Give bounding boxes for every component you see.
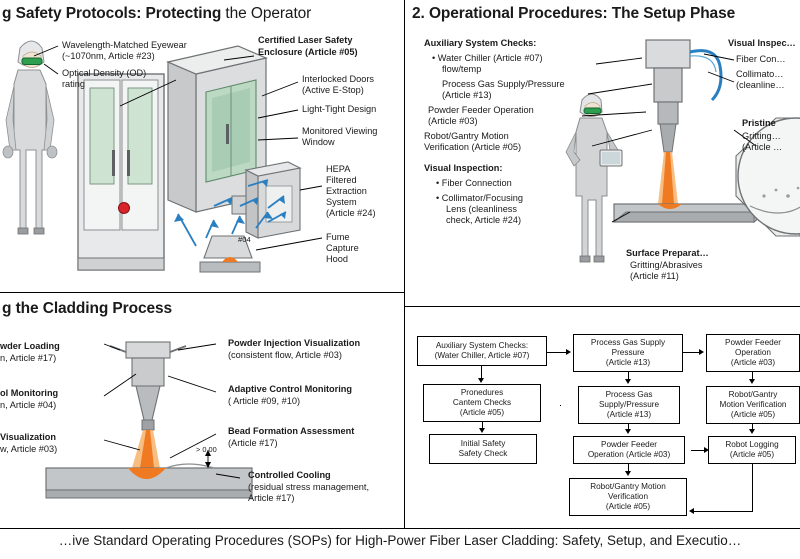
figure-caption: …ive Standard Operating Procedures (SOPs) for High-Power Fiber Laser Cladding: Safety, Setup, and Executio… (58, 533, 742, 548)
bullet-water-chiller-sub: flow/temp (442, 64, 482, 74)
flow-box-robot-gantry-verification-1[interactable]: Robot/Gantry Motion Verification (Article #05) (569, 478, 687, 516)
flow-box-process-gas-pressure[interactable]: Process Gas Supply/Pressure (Article #13) (578, 386, 680, 424)
heading-visual-inspection: Visual Inspection: (424, 163, 503, 173)
label-bead-height-value: > 0.00 (196, 445, 217, 454)
flow-feedback-vertical (752, 464, 753, 512)
flow-arrow-10 (691, 450, 705, 451)
label-powder-injection: Powder Injection Visualization (228, 338, 361, 348)
flow-box-powder-feeder-operation-1[interactable]: Powder Feeder Operation (Article #03) (573, 436, 685, 464)
label-od-line2: rating (62, 79, 85, 89)
label-powder-loading: wder Loading (0, 341, 60, 351)
label-light-tight-design: Light-Tight Design (302, 104, 377, 114)
heading-visual-inspection-right: Visual Inspec… (728, 38, 796, 48)
bullet-process-gas: Process Gas Supply/Pressure (442, 79, 565, 89)
bullet-robot-gantry: Robot/Gantry Motion (424, 131, 509, 141)
flow-arrow-9-head (749, 429, 755, 434)
flow-arrow-7 (683, 352, 699, 353)
label-hood: Hood (326, 254, 348, 264)
flow-arrow-2-head (479, 428, 485, 433)
label-capture: Capture (326, 243, 359, 253)
label-gritting-article: (Article #11) (630, 271, 679, 281)
label-pool-monitoring-sub: n, Article #04) (0, 400, 57, 410)
label-controlled-cooling-sub2: Article #17) (248, 493, 295, 503)
bullet-powder-feeder-sub: (Article #03) (428, 116, 478, 126)
flow-feedback-head (689, 508, 694, 514)
bullet-robot-gantry-sub: Verification (Article #05) (424, 142, 522, 152)
label-right-pristine: Pristine (742, 118, 776, 128)
label-visualization: Visualization (0, 432, 56, 442)
label-pool-monitoring: ol Monitoring (0, 388, 59, 398)
bullet-water-chiller: • Water Chiller (Article #07) (432, 53, 543, 63)
setup-title-main: Operational Procedures: The Setup Phase (428, 5, 736, 22)
label-extraction: Extraction (326, 186, 367, 196)
label-bead-formation-sub: (Article #17) (228, 438, 278, 448)
flow-arrow-4-head (625, 379, 631, 384)
flow-feedback-horizontal (694, 511, 752, 512)
label-right-fiber-connection: Fiber Con… (736, 54, 786, 64)
bullet-fiber-connection: • Fiber Connection (436, 178, 512, 188)
label-article-04-small: #04 (238, 235, 251, 244)
bullet-process-gas-sub: (Article #13) (442, 90, 492, 100)
label-enclosure-line2: Enclosure (Article #05) (258, 47, 358, 57)
flow-box-powder-feeder-operation-2[interactable]: Powder Feeder Operation (Article #03) (706, 334, 800, 372)
setup-title-number: 2. (412, 5, 429, 22)
label-controlled-cooling-sub1: (residual stress management, (248, 482, 370, 492)
bullet-collimator: • Collimator/Focusing (436, 193, 523, 203)
label-right-article: (Article … (742, 142, 783, 152)
heading-surface-preparation: Surface Preparat… (626, 248, 709, 258)
label-eyewear-line1: Wavelength-Matched Eyewear (62, 40, 187, 50)
label-article-24: (Article #24) (326, 208, 376, 218)
label-monitored-viewing-line1: Monitored Viewing (302, 126, 378, 136)
label-powder-loading-sub: n, Article #17) (0, 353, 57, 363)
flow-box-robot-logging[interactable]: Robot Logging (Article #05) (708, 436, 796, 464)
label-eyewear-line2: (~1070nm, Article #23) (62, 51, 155, 61)
flow-arrow-5-head (625, 429, 631, 434)
label-hepa: HEPA (326, 164, 351, 174)
label-filtered: Filtered (326, 175, 357, 185)
label-monitored-viewing-line2: Window (302, 137, 335, 147)
flow-arrow-3 (547, 352, 566, 353)
flow-arrow-8-head (749, 379, 755, 384)
flow-arrow-3-head (566, 349, 571, 355)
left-section-divider (0, 292, 404, 293)
flow-box-initial-safety-check[interactable]: Initial Safety Safety Check (429, 434, 537, 464)
bullet-powder-feeder: Powder Feeder Operation (428, 105, 534, 115)
flow-node-dot (560, 405, 561, 406)
label-system: System (326, 197, 357, 207)
label-right-collimator: Collimato… (736, 69, 784, 79)
label-gritting-abrasives: Gritting/Abrasives (630, 260, 703, 270)
laser-head-assembly (646, 40, 721, 152)
right-section-divider (405, 306, 800, 307)
label-bead-formation: Bead Formation Assessment (228, 426, 355, 436)
label-right-gritting: Gritting… (742, 131, 781, 141)
safety-title-rest: the Operator (225, 5, 312, 22)
cladding-panel-title: g the Cladding Process (2, 300, 173, 317)
label-enclosure-line1: Certified Laser Safety (258, 35, 353, 45)
flow-arrow-6-head (625, 471, 631, 476)
label-fume: Fume (326, 232, 350, 242)
cladding-illustration (0, 300, 404, 530)
heading-auxiliary-system-checks: Auxiliary System Checks: (424, 38, 537, 48)
technician-figure (566, 94, 622, 262)
flow-arrow-1-head (478, 378, 484, 383)
flow-arrow-10-head (704, 447, 709, 453)
flow-box-procedures-checks[interactable]: Pronedures Cantem Checks (Article #05) (423, 384, 541, 422)
cladding-nozzle (110, 342, 186, 430)
cladding-leader-lines (104, 344, 240, 478)
flow-arrow-7-head (699, 349, 704, 355)
label-od-line1: Optical Density (OD) (62, 68, 147, 78)
safety-title-main: g Safety Protocols: Protecting (2, 5, 226, 22)
label-visualization-sub: w, Article #03) (0, 444, 58, 454)
label-interlocked-doors-line1: Interlocked Doors (302, 74, 375, 84)
label-adaptive-control-sub: ( Article #09, #10) (228, 396, 301, 406)
bullet-collimator-sub2: check, Article #24) (446, 215, 522, 225)
label-adaptive-control: Adaptive Control Monitoring (228, 384, 353, 394)
flow-box-process-gas-supply[interactable]: Process Gas Supply Pressure (Article #13) (573, 334, 683, 372)
flow-box-robot-motion-verification-2[interactable]: Robot/Gantry Motion Verification (Article #05) (706, 386, 800, 424)
laser-safety-enclosure (78, 74, 164, 270)
label-controlled-cooling: Controlled Cooling (248, 470, 331, 480)
label-interlocked-doors-line2: (Active E-Stop) (302, 85, 364, 95)
label-powder-injection-sub: (consistent flow, Article #03) (228, 350, 342, 360)
flow-box-aux-system-checks[interactable]: Auxiliary System Checks: (Water Chiller, Article #07) (417, 336, 547, 366)
label-right-cleanliness: (cleanline… (736, 80, 785, 90)
bullet-collimator-sub1: Lens (cleanliness (446, 204, 517, 214)
operator-figure (3, 41, 57, 234)
